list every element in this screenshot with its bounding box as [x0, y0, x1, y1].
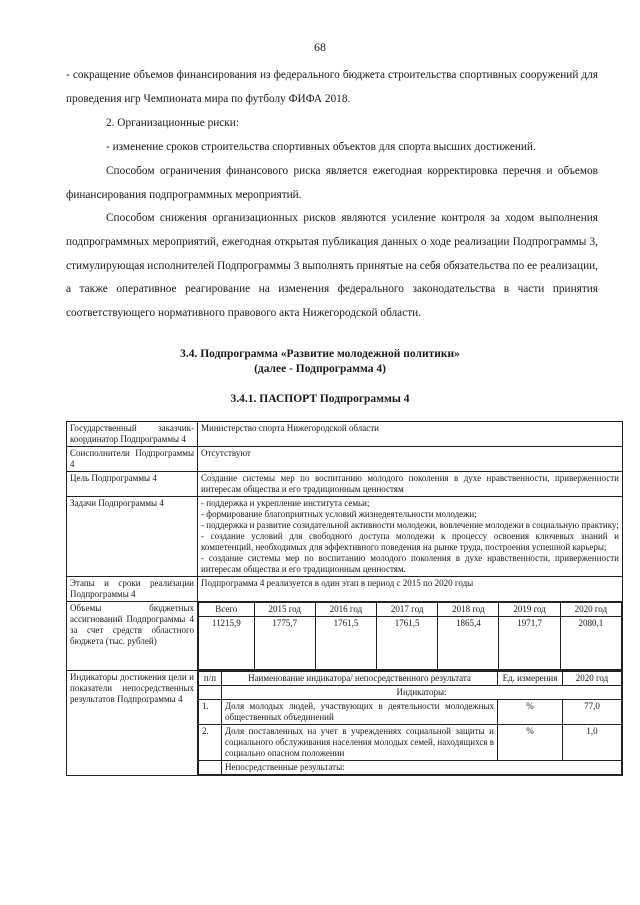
stages-label: Этапы и сроки реализации Подпрограммы 4	[67, 577, 198, 602]
indicator-unit: %	[498, 700, 563, 725]
budget-value: 1971,7	[499, 617, 560, 670]
paragraph-funding-cut: - сокращение объемов финансирования из федерального бюджета строительства спортивных сооружений для проведения игр Чемпионата мира по футболу ФИФА 2018.	[66, 69, 598, 105]
task-item: - поддержка и развитие созидательной активности молодежи, вовлечение молодежи в социальную практику;	[201, 520, 619, 530]
budget-cell	[198, 602, 623, 671]
budget-header-row	[199, 603, 622, 617]
task-item: - формирование благоприятных условий жизнедеятельности молодежи;	[201, 509, 477, 519]
budget-header: 2015 год	[254, 603, 315, 617]
indicators-header-row	[199, 672, 622, 686]
budget-label: Объемы бюджетных ассигнований Подпрограммы 4 за счет средств областного бюджета (тыс. рублей)	[67, 602, 198, 671]
budget-header: 2017 год	[377, 603, 438, 617]
coordinator-value: Министерство спорта Нижегородской области	[198, 422, 623, 447]
indicator-num: 2.	[199, 725, 222, 761]
indicator-name: Доля молодых людей, участвующих в деятельности молодежных общественных объединений	[222, 700, 498, 725]
coexecutors-value: Отсутствуют	[198, 447, 623, 472]
budget-header: 2016 год	[315, 603, 376, 617]
passport-row-stages	[67, 577, 623, 602]
passport-row-coordinator	[67, 422, 623, 447]
budget-table	[198, 602, 622, 670]
paragraph-financial-risk: Способом ограничения финансового риска является ежегодная корректировка перечня и объемов финансирования подпрограммных мероприятий.	[66, 165, 598, 201]
indicators-col-unit: Ед. измерения	[498, 672, 563, 686]
budget-value-row	[199, 617, 622, 670]
passport-table	[66, 421, 623, 776]
indicators-label: Индикаторы достижения цели и показатели непосредственных результатов Подпрограммы 4	[67, 671, 198, 776]
budget-value: 1775,7	[254, 617, 315, 670]
indicators-table	[198, 671, 622, 775]
task-item: - поддержка и укрепление института семьи;	[201, 498, 370, 508]
section-title-line2: (далее - Подпрограмма 4)	[254, 363, 386, 375]
indicator-num: 1.	[199, 700, 222, 725]
indicators-group-row	[199, 686, 622, 700]
budget-value: 1865,4	[438, 617, 499, 670]
budget-value: 11215,9	[199, 617, 255, 670]
stages-value: Подпрограмма 4 реализуется в один этап в период с 2015 по 2020 годы	[198, 577, 623, 602]
paragraph-org-risk-mitigation: Способом снижения организационных рисков являются усиление контроля за ходом выполнения подпрограммных мероприятий, ежегодная открытая публикация данных о ходе реализации Подпрограммы 3, стимулирующая исполнителей Подпрограммы 3 выполнять принятые на себя обязательства по ее реализации, а также оперативное реагирование на изменения федерального законодательства в части принятия соответствующего нормативного правового акта Нижегородской области.	[66, 212, 598, 320]
goal-label: Цель Подпрограммы 4	[67, 472, 198, 497]
budget-header: 2018 год	[438, 603, 499, 617]
indicators-col-year: 2020 год	[563, 672, 622, 686]
empty-cell	[199, 686, 222, 700]
indicators-group-label: Индикаторы:	[222, 686, 622, 700]
budget-value: 1761,5	[377, 617, 438, 670]
coordinator-label: Государственный заказчик-координатор Подпрограммы 4	[67, 422, 198, 447]
section-title-line1: 3.4. Подпрограмма «Развитие молодежной политики»	[180, 348, 460, 360]
page-number: 68	[314, 40, 326, 54]
budget-header: Всего	[199, 603, 255, 617]
empty-cell	[199, 761, 222, 775]
direct-results-row	[199, 761, 622, 775]
passport-row-tasks	[67, 497, 623, 577]
section-title	[0, 347, 640, 377]
passport-row-budget	[67, 602, 623, 671]
task-item: - создание условий для свободного доступа молодежи к процессу освоения ключевых знаний и компетенций, необходимых для эффективного поведения на рынке труда, построения успешной карьеры;	[201, 531, 619, 552]
indicators-cell	[198, 671, 623, 776]
coexecutors-label: Соисполнители Подпрограммы 4	[67, 447, 198, 472]
indicator-row	[199, 700, 622, 725]
goal-value: Создание системы мер по воспитанию молодого поколения в духе нравственности, приверженности интересам общества и его традиционным ценностям	[198, 472, 623, 497]
passport-row-coexecutors	[67, 447, 623, 472]
passport-title: 3.4.1. ПАСПОРТ Подпрограммы 4	[230, 393, 410, 405]
task-item: - создание системы мер по воспитанию молодого поколения в духе нравственности, приверженности интересам общества и его традиционным ценностям.	[201, 553, 619, 574]
budget-header: 2020 год	[560, 603, 621, 617]
indicator-value: 1,0	[563, 725, 622, 761]
direct-results-label: Непосредственные результаты:	[222, 761, 622, 775]
indicator-row	[199, 725, 622, 761]
budget-header: 2019 год	[499, 603, 560, 617]
tasks-list	[198, 497, 623, 577]
paragraph-construction-deadlines: - изменение сроков строительства спортивных объектов для спорта высших достижений.	[106, 141, 536, 153]
paragraph-org-risks-heading: 2. Организационные риски:	[106, 117, 239, 129]
indicators-col-name: Наименование индикатора/ непосредственного результата	[222, 672, 498, 686]
passport-row-indicators	[67, 671, 623, 776]
passport-row-goal	[67, 472, 623, 497]
indicator-value: 77,0	[563, 700, 622, 725]
budget-value: 2080,1	[560, 617, 621, 670]
tasks-label: Задачи Подпрограммы 4	[67, 497, 198, 577]
indicator-name: Доля поставленных на учет в учреждениях социальной защиты и социального обслуживания населения молодых семей, находящихся в социально опасном положении	[222, 725, 498, 761]
budget-value: 1761,5	[315, 617, 376, 670]
indicators-col-num: п/п	[199, 672, 222, 686]
indicator-unit: %	[498, 725, 563, 761]
